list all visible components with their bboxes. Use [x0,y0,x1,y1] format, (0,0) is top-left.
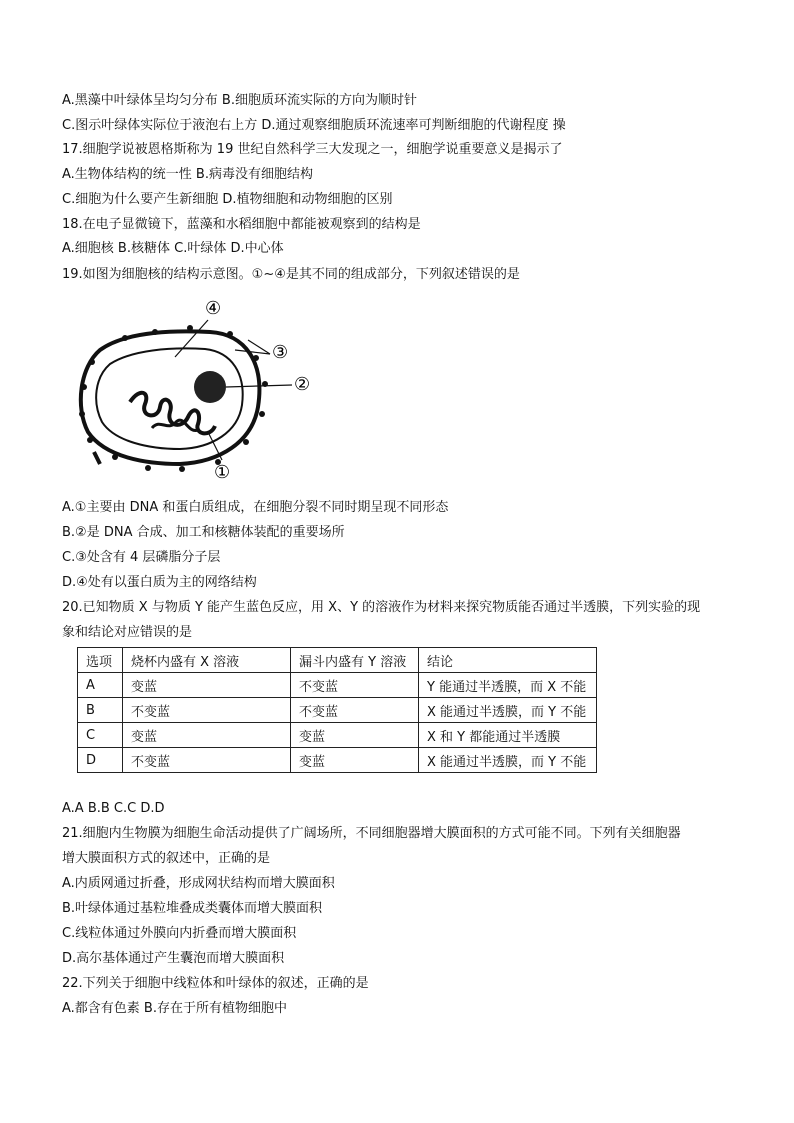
table-cell: X 能通过半透膜，而 Y 不能 [419,748,597,773]
text-line: A.细胞核 B.核糖体 C.叶绿体 D.中心体 [62,241,284,256]
question-17: 17.细胞学说被恩格斯称为 19 世纪自然科学三大发现之一，细胞学说重要意义是揭示了 [62,142,563,157]
text-line: B.叶绿体通过基粒堆叠成类囊体而增大膜面积 [62,901,323,916]
text-line: D.④处有以蛋白质为主的网络结构 [62,575,257,590]
table-header-row [78,648,597,673]
text-line: 象和结论对应错误的是 [62,625,193,640]
text-line: C.细胞为什么要产生新细胞 D.植物细胞和动物细胞的区别 [62,192,393,207]
question-21: 21.细胞内生物膜为细胞生命活动提供了广阔场所，不同细胞器增大膜面积的方式可能不同。下列有关细胞器 [62,826,681,841]
label-3: ③ [272,342,289,363]
table-cell: 变蓝 [123,673,291,698]
text-line: A.生物体结构的统一性 B.病毒没有细胞结构 [62,167,313,182]
text-line: A.黑藻中叶绿体呈均匀分布 B.细胞质环流实际的方向为顺时针 [62,93,417,108]
nucleus-diagram [70,292,330,487]
table-row [78,698,597,723]
text-line: C.图示叶绿体实际位于液泡右上方 D.通过观察细胞质环流速率可判断细胞的代谢程度 操 [62,118,566,133]
label-1: ① [214,462,231,483]
text-line: C.线粒体通过外膜向内折叠而增大膜面积 [62,926,297,941]
table-header: 结论 [419,648,597,673]
table-header: 选项 [78,648,123,673]
question-22: 22.下列关于细胞中线粒体和叶绿体的叙述，正确的是 [62,976,369,991]
table-cell: 不变蓝 [123,698,291,723]
text-line: C.③处含有 4 层磷脂分子层 [62,550,221,565]
question-20: 20.已知物质 X 与物质 Y 能产生蓝色反应，用 X、Y 的溶液作为材料来探究物质能否通过半透膜，下列实验的现 [62,600,701,615]
table-row [78,723,597,748]
table-cell: 不变蓝 [291,673,419,698]
table-cell: A [78,673,123,698]
table-cell: 不变蓝 [291,698,419,723]
table-cell: C [78,723,123,748]
text-line: 增大膜面积方式的叙述中，正确的是 [62,851,271,866]
table-cell: X 和 Y 都能通过半透膜 [419,723,597,748]
table-cell: Y 能通过半透膜，而 X 不能 [419,673,597,698]
table-header: 漏斗内盛有 Y 溶液 [291,648,419,673]
nucleolus [194,371,226,403]
text-line: A.①主要由 DNA 和蛋白质组成，在细胞分裂不同时期呈现不同形态 [62,500,449,515]
text-line: A.内质网通过折叠，形成网状结构而增大膜面积 [62,876,335,891]
question-18: 18.在电子显微镜下，蓝藻和水稻细胞中都能被观察到的结构是 [62,217,421,232]
table-cell: X 能通过半透膜，而 Y 不能 [419,698,597,723]
label-4: ④ [205,298,222,319]
table-row [78,673,597,698]
table-cell: 变蓝 [291,723,419,748]
table-header: 烧杯内盛有 X 溶液 [123,648,291,673]
table-cell: 不变蓝 [123,748,291,773]
text-line: A.A B.B C.C D.D [62,801,165,816]
question-19: 19.如图为细胞核的结构示意图。①~④是其不同的组成部分，下列叙述错误的是 [62,267,520,282]
table-cell: 变蓝 [291,748,419,773]
table-row [78,748,597,773]
experiment-table [77,647,597,773]
label-2: ② [294,374,311,395]
text-line: A.都含有色素 B.存在于所有植物细胞中 [62,1001,287,1016]
text-line: B.②是 DNA 合成、加工和核糖体装配的重要场所 [62,525,345,540]
table-cell: 变蓝 [123,723,291,748]
table-cell: D [78,748,123,773]
nuclear-envelope-outer [81,331,260,464]
text-line: D.高尔基体通过产生囊泡而增大膜面积 [62,951,285,966]
table-cell: B [78,698,123,723]
